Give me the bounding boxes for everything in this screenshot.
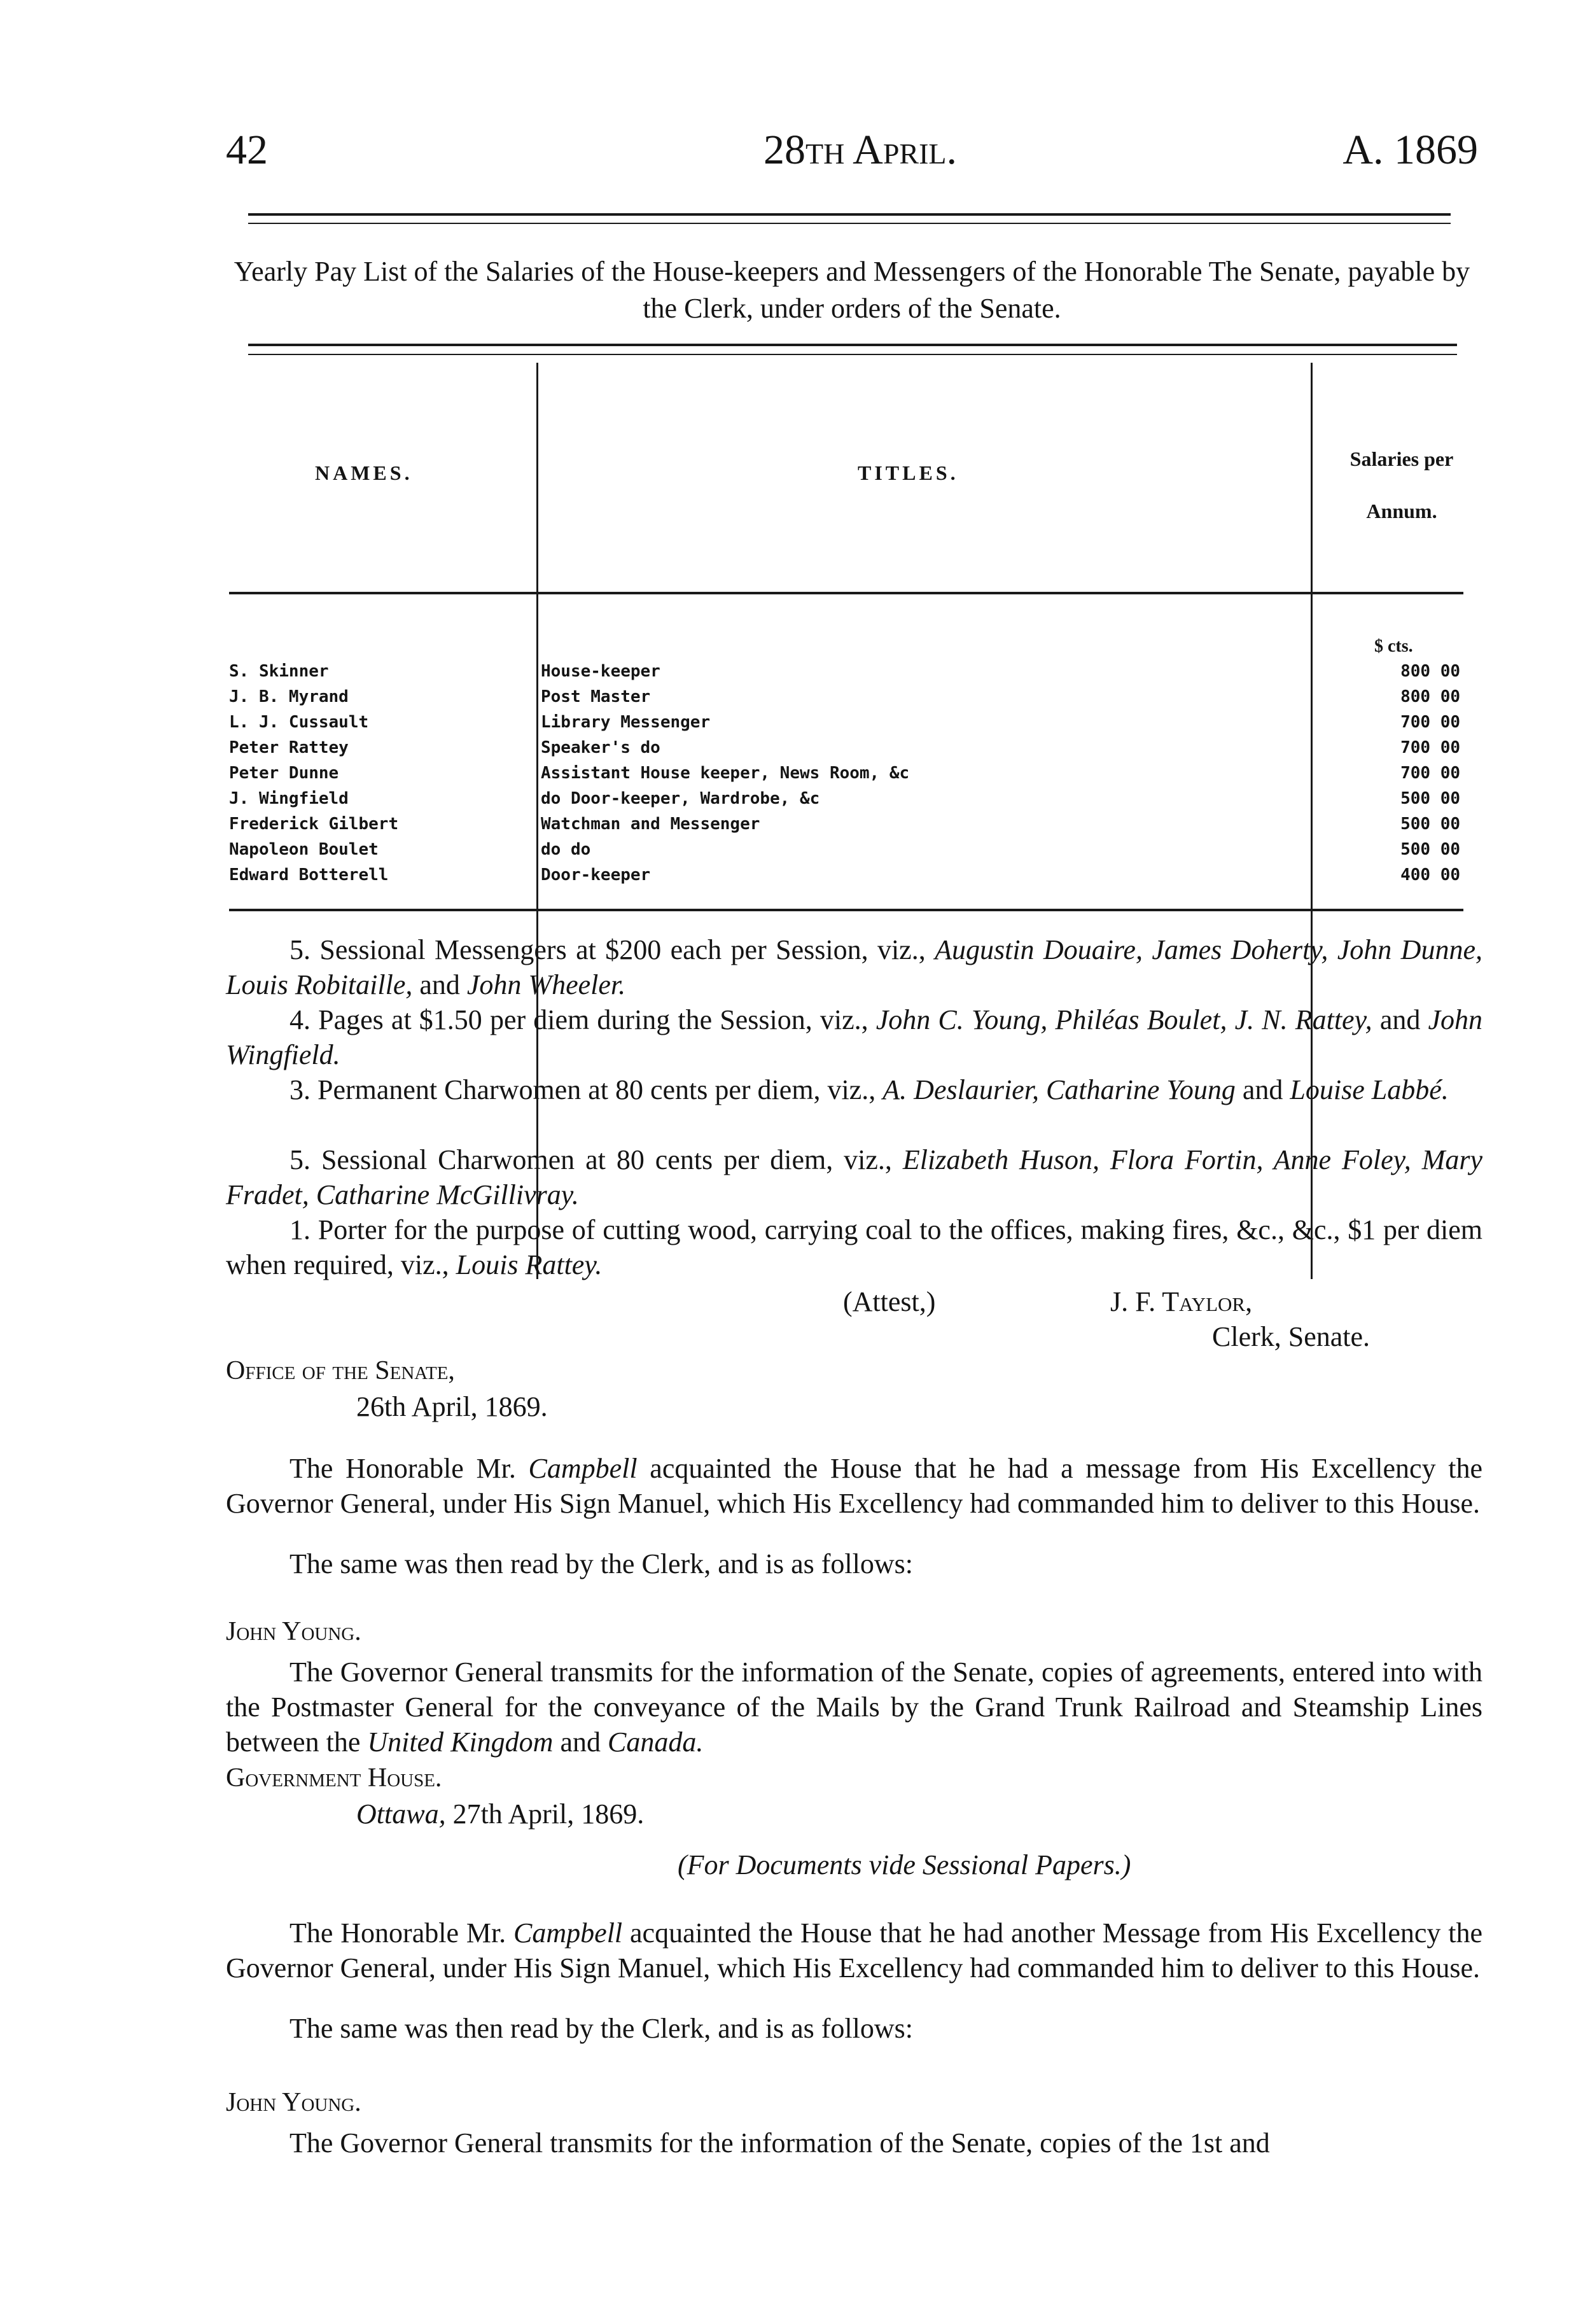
- row-name: Edward Botterell: [229, 865, 389, 885]
- message2-read: The same was then read by the Clerk, and is as follows:: [289, 2013, 913, 2044]
- header-salaries: [1322, 433, 1481, 537]
- row-title: Speaker's do: [541, 738, 660, 757]
- row-title: House-keeper: [541, 662, 660, 681]
- row-name: Peter Rattey: [229, 738, 349, 757]
- message2-intro: The Honorable Mr. Campbell acquainted the House that he had another Message from His Excellency the Governor General, under His Sign Manuel, which His Excellency had commanded him to deliver to this House.: [226, 1917, 1482, 1984]
- row-amount: 500 00: [1400, 789, 1460, 808]
- page-number: 42: [226, 127, 268, 173]
- note-porter: 1. Porter for the purpose of cutting wood, carrying coal to the offices, making fires, &c., &c., $1 per diem when required, viz., Louis Rattey.: [226, 1214, 1482, 1280]
- table-rule-bottom: [229, 909, 1463, 911]
- header-rule-top: [248, 213, 1451, 216]
- row-name: J. Wingfield: [229, 789, 349, 808]
- row-amount: 700 00: [1400, 738, 1460, 757]
- note-sessional-messengers: 5. Sessional Messengers at $200 each per Session, viz., Augustin Douaire, James Doherty, John Dunne, Louis Robitaille, and John Wheeler.: [226, 934, 1482, 1000]
- row-title: Watchman and Messenger: [541, 815, 760, 834]
- table-row: [0, 659, 1583, 684]
- note-pages: 4. Pages at $1.50 per diem during the Session, viz., John C. Young, Philéas Boulet, J. N. Rattey, and John Wingfield.: [226, 1004, 1483, 1070]
- row-amount: 800 00: [1400, 687, 1460, 706]
- table-row: [0, 735, 1583, 760]
- table-rule-top-2: [248, 354, 1457, 355]
- row-amount: 400 00: [1400, 865, 1460, 885]
- message1-place-date: Ottawa, 27th April, 1869.: [356, 1798, 645, 1830]
- message2-body: The Governor General transmits for the information of the Senate, copies of the 1st and: [289, 2127, 1270, 2159]
- row-name: Peter Dunne: [229, 764, 339, 783]
- note-sessional-charwomen: 5. Sessional Charwomen at 80 cents per diem, viz., Elizabeth Huson, Flora Fortin, Anne Foley, Mary Fradet, Catharine McGillivray.: [226, 1144, 1482, 1210]
- row-title: Post Master: [541, 687, 651, 706]
- attest-role: Clerk, Senate.: [1212, 1321, 1370, 1352]
- row-name: L. J. Cussault: [229, 713, 369, 732]
- header-salaries-line2: Annum.: [1366, 500, 1437, 522]
- office-date: 26th April, 1869.: [356, 1391, 548, 1422]
- attest-label: (Attest,): [843, 1286, 936, 1317]
- table-row: [0, 760, 1583, 786]
- message1-signer: John Young.: [226, 1617, 361, 1646]
- row-title: do Door-keeper, Wardrobe, &c: [541, 789, 820, 808]
- header-titles: TITLES.: [858, 461, 959, 484]
- table-rule-header: [229, 592, 1463, 594]
- row-title: Door-keeper: [541, 865, 651, 885]
- row-title: Library Messenger: [541, 713, 711, 732]
- message2-signer: John Young.: [226, 2088, 361, 2117]
- pay-list-caption: Yearly Pay List of the Salaries of the House-keepers and Messengers of the Honorable The Senate, payable by the Clerk, under orders of the Senate.: [234, 256, 1470, 324]
- row-amount: 500 00: [1400, 840, 1460, 859]
- page-date: 28th April.: [764, 127, 958, 173]
- row-name: Frederick Gilbert: [229, 815, 399, 834]
- page-year: A. 1869: [1342, 127, 1478, 173]
- message1-read: The same was then read by the Clerk, and is as follows:: [289, 1548, 913, 1579]
- attest-name: J. F. Taylor,: [1110, 1286, 1253, 1317]
- row-amount: 700 00: [1400, 713, 1460, 732]
- table-row: [0, 684, 1583, 710]
- table-row: [0, 862, 1583, 888]
- message1-vide: (For Documents vide Sessional Papers.): [678, 1849, 1131, 1880]
- message1-body: The Governor General transmits for the information of the Senate, copies of agreements, entered into with the Postmaster General for the conveyance of the Mails by the Grand Trunk Railroad and Steamship Lines between the United Kingdom and Canada.: [226, 1656, 1482, 1758]
- row-name: J. B. Myrand: [229, 687, 349, 706]
- header-names: NAMES.: [315, 461, 413, 484]
- row-title: do do: [541, 840, 591, 859]
- amount-units: $ cts.: [1374, 636, 1413, 656]
- note-permanent-charwomen: 3. Permanent Charwomen at 80 cents per diem, viz., A. Deslaurier, Catharine Young and Louise Labbé.: [289, 1074, 1449, 1105]
- table-row: [0, 710, 1583, 735]
- row-amount: 800 00: [1400, 662, 1460, 681]
- office-heading: Office of the Senate,: [226, 1356, 455, 1385]
- table-rule-top: [248, 344, 1457, 346]
- row-title: Assistant House keeper, News Room, &c: [541, 764, 910, 783]
- message1-intro: The Honorable Mr. Campbell acquainted the House that he had a message from His Excellency the Governor General, under His Sign Manuel, which His Excellency had commanded him to deliver to this House.: [226, 1453, 1482, 1519]
- header-rule-bottom: [248, 223, 1451, 224]
- row-name: Napoleon Boulet: [229, 840, 379, 859]
- row-amount: 500 00: [1400, 815, 1460, 834]
- header-salaries-line1: Salaries per: [1349, 447, 1454, 470]
- table-row: [0, 811, 1583, 837]
- row-name: S. Skinner: [229, 662, 329, 681]
- row-amount: 700 00: [1400, 764, 1460, 783]
- table-row: [0, 837, 1583, 862]
- government-house: Government House.: [226, 1763, 442, 1793]
- table-row: [0, 786, 1583, 811]
